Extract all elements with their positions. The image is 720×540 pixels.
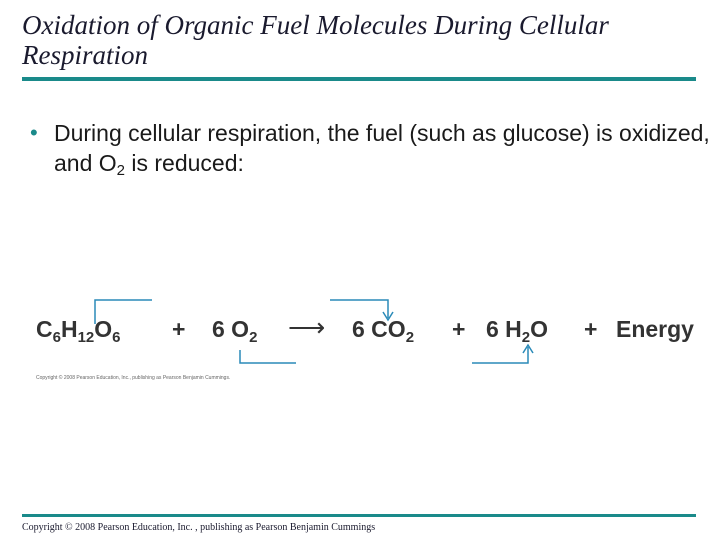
bullet-text-end: is reduced: [125,150,244,176]
water-formula: 6 $H_2O$ [486,316,549,346]
bracket-h2o [472,347,528,363]
plus-sign: + [172,316,186,342]
footer-copyright: Copyright © 2008 Pearson Education, Inc. , publishing as Pearson Benjamin Cummings [22,522,376,533]
energy-term: Energy [616,316,694,342]
bullet-subscript: 2 [116,162,125,179]
respiration-equation [0,290,720,380]
reaction-arrow-icon: ⟶ [288,312,326,342]
bracket-o2 [240,350,296,363]
plus-sign: + [584,316,598,342]
title-divider [22,77,696,81]
slide-title: Oxidation of Organic Fuel Molecules During Cellular Respiration [22,10,609,70]
footer-divider [22,514,696,517]
carbon-dioxide-formula: 6 $CO_2$ [352,316,415,346]
bullet-dot-icon: • [30,120,38,145]
oxygen-formula: 6 $O_2$ [212,316,258,346]
plus-sign: + [452,316,466,342]
bullet-text-main: During cellular respiration, the fuel (such as glucose) is oxidized, and O [54,120,710,176]
figure-credit: Copyright © 2008 Pearson Education, Inc., publishing as Pearson Benjamin Cummings. [36,375,231,381]
glucose-formula: $C_6H_{12}O_6$ [36,316,121,346]
bullet-text [54,118,720,186]
